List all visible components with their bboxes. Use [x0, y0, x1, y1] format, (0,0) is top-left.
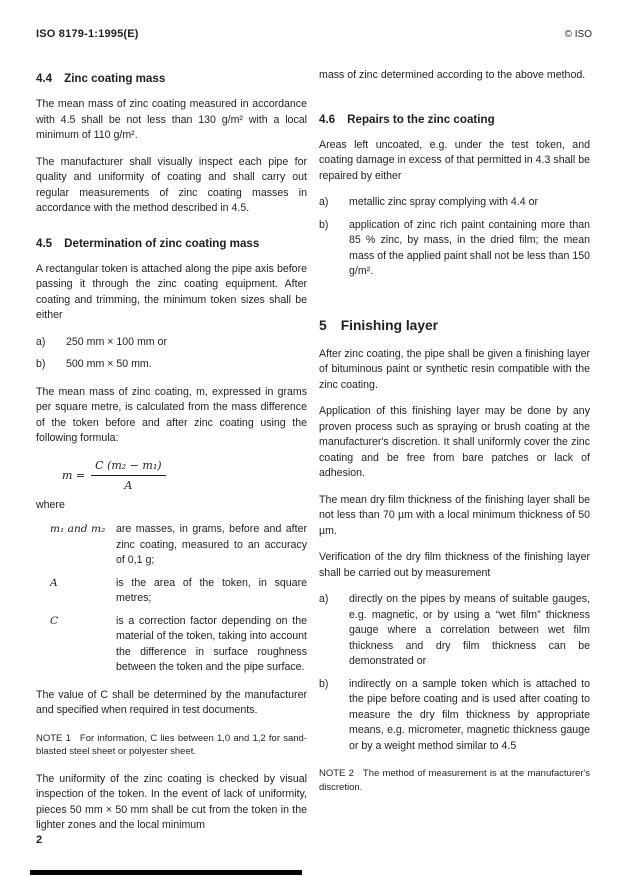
clause-4-4-heading [36, 72, 307, 86]
list-marker: a) [36, 335, 46, 348]
symbol-definitions [36, 522, 307, 676]
list-item-text: 500 mm × 50 mm. [66, 358, 152, 370]
note-label: NOTE 1 [36, 732, 71, 744]
symbol-definition: is the area of the token, in square metres; [116, 576, 307, 604]
para-mean-mass-requirement: The mean mass of zinc coating measured in accordance with 4.5 shall be not less than 130 g/m² with a local minimum of 110 g/m². [36, 98, 307, 141]
list-item [36, 335, 307, 351]
list-item-text: metallic zinc spray complying with 4.4 or [349, 196, 538, 208]
repair-methods-list [319, 195, 590, 280]
clause-number: 5 [319, 317, 327, 333]
list-item [319, 592, 590, 670]
symbol-definition: are masses, in grams, before and after zinc coating, measured to an accuracy of 0,1 g; [116, 523, 307, 566]
formula-denominator: A [124, 479, 133, 492]
copyright-notice: © ISO [564, 29, 592, 40]
running-header [36, 28, 592, 40]
definition-row [50, 614, 307, 676]
list-marker: a) [319, 593, 329, 605]
para-repairs-intro: Areas left uncoated, e.g. under the test token, and coating damage in excess of that permitted in 4.3 shall be repaired by either [319, 138, 590, 182]
mean-mass-formula [36, 458, 307, 494]
clause-title: Repairs to the zinc coating [347, 112, 495, 126]
definition-row [50, 576, 307, 607]
para-uniformity-check: The uniformity of the zinc coating is checked by visual inspection of the token. In the event of lack of uniformity, pieces 50 mm × 50 mm shall be cut from the token in the lighter zones and the local minimum [36, 772, 307, 831]
para-continuation: mass of zinc determined according to the above method. [319, 69, 586, 81]
clause-number: 4.5 [36, 236, 53, 250]
para-manufacturer-inspection: The manufacturer shall visually inspect each pipe for quality and uniformity of coating and shall carry out regular measurements of zinc coating masses in accordance with the method described in 4.5. [36, 155, 307, 214]
clause-4-5-heading [36, 237, 307, 251]
list-item [319, 677, 590, 755]
para-verification-intro: Verification of the dry film thickness of the finishing layer shall be carried out by measurement [319, 551, 590, 579]
scan-artifact-bar [30, 870, 302, 875]
clause-number: 4.4 [36, 72, 53, 85]
formula-lhs: m = [62, 468, 86, 482]
where-label: where [36, 498, 65, 511]
list-marker: a) [319, 196, 329, 208]
list-item-text: directly on the pipes by means of suitable gauges, e.g. magnetic, or by using a “wet film” thickness gauge where a correlation between wet film thickness and dry film thickness can be demonstrated or [349, 593, 590, 667]
formula-fraction [91, 458, 165, 494]
clause-4-6-heading [319, 113, 590, 127]
page-number: 2 [36, 834, 43, 846]
symbol-definition: is a correction factor depending on the material of the token, taking into account the difference in surface roughness between the token and the pipe surface. [116, 614, 307, 673]
list-item-text: application of zinc rich paint containing more than 85 % zinc, by mass, in the dried film; the mean mass of the applied paint shall not be less than 150 g/m². [349, 218, 590, 277]
para-token-attachment: A rectangular token is attached along the pipe axis before passing it through the zinc coating equipment. After coating and trimming, the minimum token sizes shall be either [36, 262, 307, 321]
symbol-term: m₁ and m₂ [50, 523, 106, 535]
list-marker: b) [319, 677, 329, 690]
clause-title: Zinc coating mass [64, 72, 166, 85]
list-item [319, 218, 590, 280]
clause-title: Determination of zinc coating mass [64, 236, 260, 250]
right-column [319, 68, 590, 807]
list-item [36, 357, 307, 373]
note-1 [36, 732, 307, 759]
para-dry-film-thickness: The mean dry film thickness of the finishing layer shall be not less than 70 µm with a local minimum thickness of 50 µm. [319, 493, 590, 537]
list-item-text: 250 mm × 100 mm or [66, 335, 167, 348]
note-text: For information, C lies between 1,0 and 1,2 for sand-blasted steel sheet or polyester sheet. [36, 732, 307, 757]
formula-numerator: C (m₂ − m₁) [91, 458, 165, 477]
clause-title: Finishing layer [340, 317, 439, 333]
clause-number: 4.6 [319, 112, 336, 126]
list-item [319, 195, 590, 211]
para-formula-intro: The mean mass of zinc coating, m, expressed in grams per square metre, is calculated from the mass difference of the token before and after zinc coating using the following formula: [36, 385, 307, 444]
symbol-term: A [50, 576, 58, 589]
para-application-process: Application of this finishing layer may be done by any proven process such as spraying or brush coating at the manufacturer's discretion. It shall uniformly cover the zinc coating and be free from bare patches or lack of adhesion. [319, 405, 590, 479]
list-marker: b) [36, 358, 46, 370]
note-2 [319, 767, 590, 794]
measurement-methods-list [319, 592, 590, 754]
symbol-term: C [50, 614, 59, 627]
list-marker: b) [319, 218, 329, 231]
document-reference: ISO 8179-1:1995(E) [36, 28, 139, 40]
list-item-text: indirectly on a sample token which is attached to the pipe before coating and is used after coating to measure the dry film thickness by appropriate means, e.g. micrometer, magnetic thickness gauge or by a weight method similar to 4.5 [349, 677, 590, 752]
note-label: NOTE 2 [319, 768, 354, 779]
note-text: The method of measurement is at the manufacturer's discretion. [319, 768, 590, 793]
definition-row [50, 522, 307, 569]
left-column [36, 68, 307, 845]
para-value-of-c: The value of C shall be determined by the manufacturer and specified when required in test documents. [36, 688, 307, 716]
token-size-list [36, 335, 307, 373]
para-finishing-layer-intro: After zinc coating, the pipe shall be given a finishing layer of bituminous paint or synthetic resin compatible with the zinc coating. [319, 347, 590, 391]
clause-5-heading [319, 318, 590, 334]
